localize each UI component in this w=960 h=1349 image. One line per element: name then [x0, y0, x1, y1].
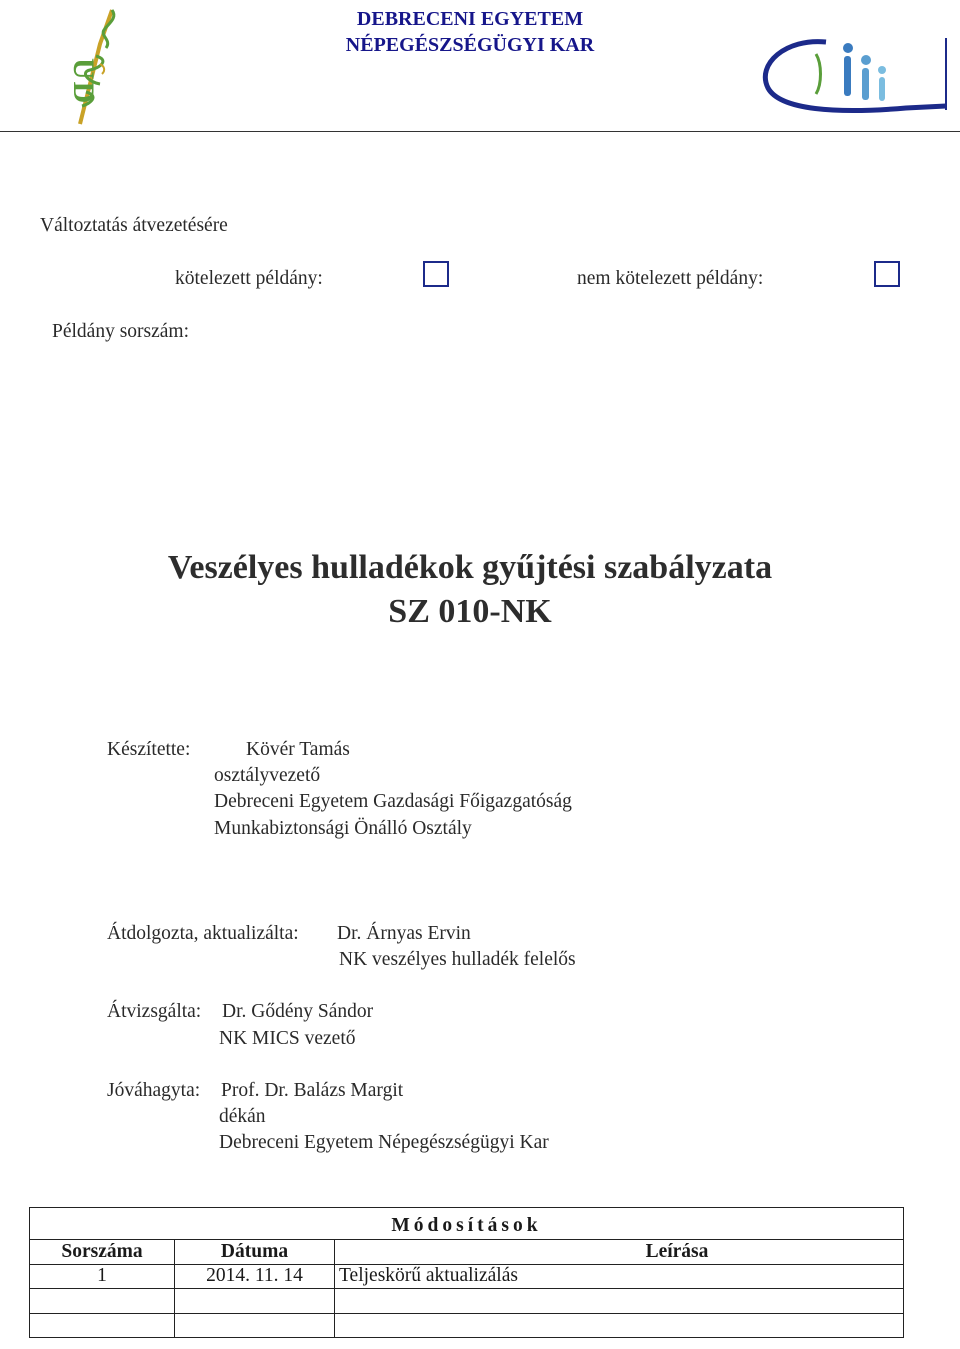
row-date: [175, 1313, 335, 1338]
prepared-by-role: osztályvezető: [214, 765, 321, 786]
document-code: SZ 010-NK: [388, 593, 552, 630]
mandatory-copy-label: kötelezett példány:: [175, 268, 323, 289]
non-mandatory-copy-label: nem kötelezett példány:: [577, 268, 764, 289]
prepared-by-name: Kövér Tamás: [246, 739, 350, 760]
faculty-logo: [756, 34, 950, 120]
row-date: [175, 1289, 335, 1314]
prepared-by-org2: Munkabiztonsági Önálló Osztály: [214, 818, 472, 839]
revised-by-role: NK veszélyes hulladék felelős: [339, 949, 576, 970]
row-date: 2014. 11. 14: [175, 1264, 335, 1289]
faculty-people-logo-icon: [756, 34, 950, 120]
table-row: [30, 1289, 904, 1314]
row-description: Teljeskörű aktualizálás: [335, 1264, 904, 1289]
approved-by-role: dékán: [219, 1106, 266, 1127]
copy-number-label: Példány sorszám:: [52, 321, 190, 342]
revised-by-label: Átdolgozta, aktualizálta:: [107, 923, 299, 944]
modifications-table: [29, 1207, 904, 1338]
university-logo: [60, 4, 130, 130]
university-name: DEBRECENI EGYETEM: [356, 8, 584, 30]
header-divider: [0, 131, 960, 132]
row-number: [30, 1313, 175, 1338]
change-notice-title: Változtatás átvezetésére: [40, 215, 228, 236]
revised-by-name: Dr. Árnyas Ervin: [337, 923, 471, 944]
document-title: Veszélyes hulladékok gyűjtési szabályzata: [167, 549, 773, 586]
approved-by-label: Jóváhagyta:: [107, 1080, 201, 1101]
row-description: [335, 1289, 904, 1314]
row-description: [335, 1313, 904, 1338]
prepared-by-org1: Debreceni Egyetem Gazdasági Főigazgatóság: [214, 791, 572, 812]
header-description: Leírása: [335, 1240, 904, 1265]
row-number: 1: [30, 1264, 175, 1289]
approved-by-org: Debreceni Egyetem Népegészségügyi Kar: [219, 1132, 549, 1153]
university-logo-letters: UD: [67, 58, 100, 106]
table-row: [30, 1313, 904, 1338]
reviewed-by-role: NK MICS vezető: [219, 1028, 356, 1049]
reviewed-by-name: Dr. Gődény Sándor: [222, 1001, 374, 1022]
header-date: Dátuma: [175, 1240, 335, 1265]
faculty-name: NÉPEGÉSZSÉGÜGYI KAR: [345, 34, 595, 56]
mandatory-copy-checkbox[interactable]: [423, 261, 449, 287]
header-number: Sorszáma: [30, 1240, 175, 1265]
row-number: [30, 1289, 175, 1314]
modifications-caption: Módosítások: [30, 1208, 904, 1240]
approved-by-name: Prof. Dr. Balázs Margit: [221, 1080, 404, 1101]
non-mandatory-copy-checkbox[interactable]: [874, 261, 900, 287]
reviewed-by-label: Átvizsgálta:: [107, 1001, 202, 1022]
prepared-by-label: Készítette:: [107, 739, 191, 760]
header-title: [300, 6, 640, 58]
table-row: [30, 1264, 904, 1289]
